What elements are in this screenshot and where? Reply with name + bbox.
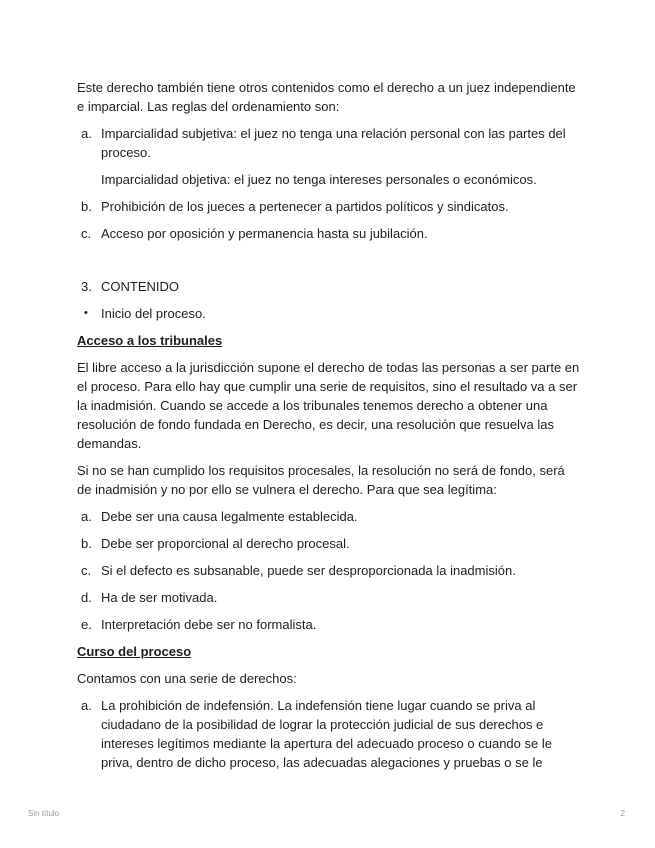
heading-curso: Curso del proceso xyxy=(77,644,192,659)
list-item xyxy=(77,124,582,162)
paragraph-curso: Contamos con una serie de derechos: xyxy=(77,671,297,686)
list-item xyxy=(77,224,582,243)
heading-acceso: Acceso a los tribunales xyxy=(77,333,223,348)
list-marker: a. xyxy=(81,126,92,141)
list-item-text: Acceso por oposición y permanencia hasta su jubilación. xyxy=(101,226,428,241)
list-subparagraph: Imparcialidad objetiva: el juez no tenga intereses personales o económicos. xyxy=(101,172,537,187)
list-item-text: Interpretación debe ser no formalista. xyxy=(101,617,317,632)
list-marker: c. xyxy=(81,226,92,241)
list-item xyxy=(77,615,582,634)
list-item-text: Debe ser proporcional al derecho procesal. xyxy=(101,536,350,551)
list-item xyxy=(77,561,582,580)
bullet-text: Inicio del proceso. xyxy=(101,306,206,321)
list-marker: c. xyxy=(81,563,92,578)
spacer xyxy=(77,251,582,277)
paragraph-requisitos: Si no se han cumplido los requisitos procesales, la resolución no será de fondo, será de inadmisión y no por ello se vulnera el derecho. Para que sea legítima: xyxy=(77,463,565,497)
list-item-text: Debe ser una causa legalmente establecida. xyxy=(101,509,358,524)
bullet-item xyxy=(77,304,582,323)
footer-document-title: Sin título xyxy=(28,809,60,818)
list-item xyxy=(77,534,582,553)
list-marker: b. xyxy=(81,199,92,214)
list-item-text: Imparcialidad subjetiva: el juez no tenga una relación personal con las partes del proceso. xyxy=(101,126,566,160)
list-marker: a. xyxy=(81,698,92,713)
list-marker: b. xyxy=(81,536,92,551)
paragraph-acceso: El libre acceso a la jurisdicción supone el derecho de todas las personas a ser parte en el proceso. Para ello hay que cumplir una serie de requisitos, sino el resultado va a ser la inadmisión. Cuando se accede a los tribunales tenemos derecho a obtener una resolución de fondo fundada en Derecho, es decir, una resolución que resuelva las demandas. xyxy=(77,360,580,451)
list-item xyxy=(77,588,582,607)
section-heading-contenido xyxy=(77,277,582,296)
list-marker: d. xyxy=(81,590,92,605)
list-item-text: La prohibición de indefensión. La indefensión tiene lugar cuando se priva al ciudadano de la posibilidad de lograr la protección judicial de sus derechos e intereses legítimos mediante la apertura del adecuado proceso o cuando se le priva, dentro de dicho proceso, las adecuadas alegaciones y pruebas o se le xyxy=(101,698,552,770)
list-item-text: Si el defecto es subsanable, puede ser desproporcionada la inadmisión. xyxy=(101,563,516,578)
intro-paragraph: Este derecho también tiene otros contenidos como el derecho a un juez independiente e imparcial. Las reglas del ordenamiento son: xyxy=(77,80,576,114)
list-item-text: Prohibición de los jueces a pertenecer a partidos políticos y sindicatos. xyxy=(101,199,509,214)
list-item-text: Ha de ser motivada. xyxy=(101,590,218,605)
list-item xyxy=(77,696,582,772)
footer-page-number: 2 xyxy=(620,809,625,818)
list-marker: 3. xyxy=(81,279,92,294)
bullet-marker: • xyxy=(84,307,88,319)
list-item xyxy=(77,507,582,526)
list-marker: e. xyxy=(81,617,92,632)
section-title: CONTENIDO xyxy=(101,279,179,294)
list-item xyxy=(77,197,582,216)
list-marker: a. xyxy=(81,509,92,524)
document-body xyxy=(77,78,582,780)
